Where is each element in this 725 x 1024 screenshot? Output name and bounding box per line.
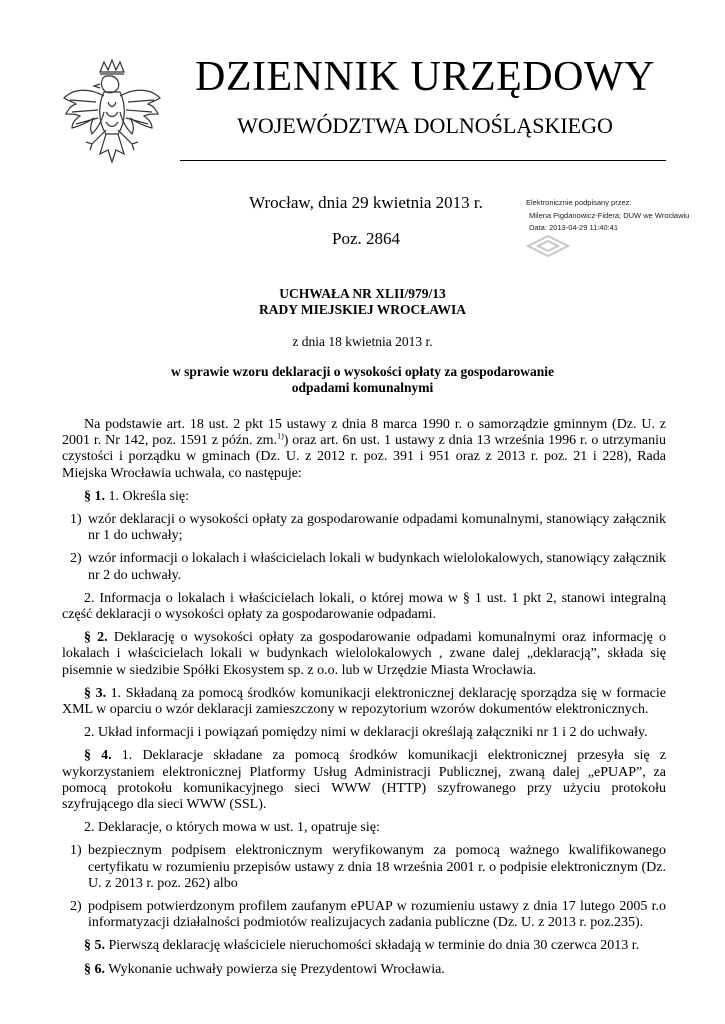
list-item: 2) podpisem potwierdzonym profilem zaufanym ePUAP w rozumieniu ustawy z dnia 17 lutego 2005 r.o informatyzacji działalności podmiotów realizujacych zadania publiczne (Dz. U. z 2013 r. poz.235). xyxy=(70,899,666,931)
preamble: Na podstawie art. 18 ust. 2 pkt 15 ustawy z dnia 8 marca 1990 r. o samorządzie gminnym (Dz. U. z 2001 r. Nr 142, poz. 1591 z późn. zm.$^{1)}$) oraz art. 6n ust. 1 ustawy z dnia 13 września 1996 r. o utrzymaniu czystości i porządku w gminach (Dz. U. z 2012 r. poz. 391 i 951 oraz z 2013 r. poz. 21 i 228), Rada Miejska Wrocławia uchwala, co następuje: xyxy=(62,417,666,481)
section-mark: § 1. xyxy=(84,488,105,504)
masthead-divider xyxy=(180,160,666,161)
section-1: § 1. 1. Określa się: xyxy=(84,488,189,504)
section-mark: § 6. xyxy=(84,961,105,977)
signature-label: Elektronicznie podpisany przez: xyxy=(526,198,632,207)
electronic-signature xyxy=(526,196,716,234)
section-5: § 5. Pierwszą deklarację właściciele nieruchomości składają w terminie do dnia 30 czerwca 2013 r. xyxy=(84,938,640,954)
section-3: § 3. 1. Składaną za pomocą środków komunikacji elektronicznej deklarację sporządza się w formacie XML w oparciu o wzór deklaracji zamieszczony w repozytorium wzorów dokumentów elektronicznych. xyxy=(62,685,667,718)
act-date: z dnia 18 kwietnia 2013 r. xyxy=(292,334,433,349)
signature-watermark-icon xyxy=(524,234,572,258)
masthead-title: DZIENNIK URZĘDOWY xyxy=(195,54,655,100)
section-2: § 2. Deklarację o wysokości opłaty za gospodarowanie odpadami komunalnymi oraz informację o lokalach i właścicielach lokali w budynkach wielolokalowych , zwane dalej „deklaracją”, składa się pisemnie w siedzibie Spółki Ekosystem sp. z o.o. lub w Urzędzie Miasta Wrocławia. xyxy=(62,630,667,678)
act-body xyxy=(62,417,666,985)
act-title: UCHWAŁA NR XLII/979/13 xyxy=(279,286,446,301)
signature-signer: Milena Pigdanowicz-Fidera; DUW we Wrocławiu xyxy=(529,211,690,220)
issue-position: Poz. 2864 xyxy=(332,229,400,248)
section-4: § 4. 1. Deklaracje składane za pomocą środków komunikacji elektronicznej przesyła się z wykorzystaniem elektronicznej Platformy Usług Administracji Publicznej, zwaną dalej „ePUAP”, za pomocą protokołu komunikacyjnego sieci WWW (HTTP) szyfrowanego przy użyciu protokołu szyfrującego dla sieci WWW (SSL). xyxy=(62,748,667,813)
act-subject-line-2: odpadami komunalnymi xyxy=(291,380,434,395)
section-mark: § 3. xyxy=(84,685,107,701)
section-6: § 6. Wykonanie uchwały powierza się Prezydentowi Wrocławia. xyxy=(84,961,445,977)
footnote-ref: 1) xyxy=(277,431,284,441)
section-4-paragraph-2: 2. Deklaracje, o których mowa w ust. 1, opatruje się: xyxy=(84,820,380,836)
act-subject-line-1: w sprawie wzoru deklaracji o wysokości opłaty za gospodarowanie xyxy=(171,364,554,379)
section-mark: § 4. xyxy=(84,748,112,764)
list-item: 1) wzór deklaracji o wysokości opłaty za gospodarowanie odpadami komunalnymi, stanowiący załącznik nr 1 do uchwały; xyxy=(70,512,666,544)
issue-date: Wrocław, dnia 29 kwietnia 2013 r. xyxy=(249,193,483,212)
signature-date: Data: 2013-04-29 11:40:41 xyxy=(529,223,619,232)
section-mark: § 2. xyxy=(84,630,108,646)
masthead-subtitle: WOJEWÓDZTWA DOLNOŚLĄSKIEGO xyxy=(237,113,613,138)
list-item: 1) bezpiecznym podpisem elektronicznym weryfikowanym za pomocą ważnego kwalifikowanego certyfikatu w rozumieniu przepisów ustawy z dnia 18 września 2001 r. o podpisie elektronicznym (Dz. U. z 2013 r. poz. 262) albo xyxy=(70,843,666,891)
coat-of-arms-eagle-icon xyxy=(60,58,164,170)
section-mark: § 5. xyxy=(84,938,105,954)
act-issuer: RADY MIEJSKIEJ WROCŁAWIA xyxy=(258,302,467,317)
list-item: 2) wzór informacji o lokalach i właścicielach lokali w budynkach wielolokalowych, stanowiący załącznik nr 2 do uchwały. xyxy=(70,551,666,583)
section-3-paragraph-2: 2. Układ informacji i powiązań pomiędzy nimi w deklaracji określają załączniki nr 1 i 2 do uchwały. xyxy=(84,725,648,741)
section-1-paragraph-2: 2. Informacja o lokalach i właścicielach lokali, o której mowa w § 1 ust. 1 pkt 2, stanowi integralną część deklaracji o wysokości opłaty za gospodarowanie odpadami. xyxy=(62,590,666,623)
